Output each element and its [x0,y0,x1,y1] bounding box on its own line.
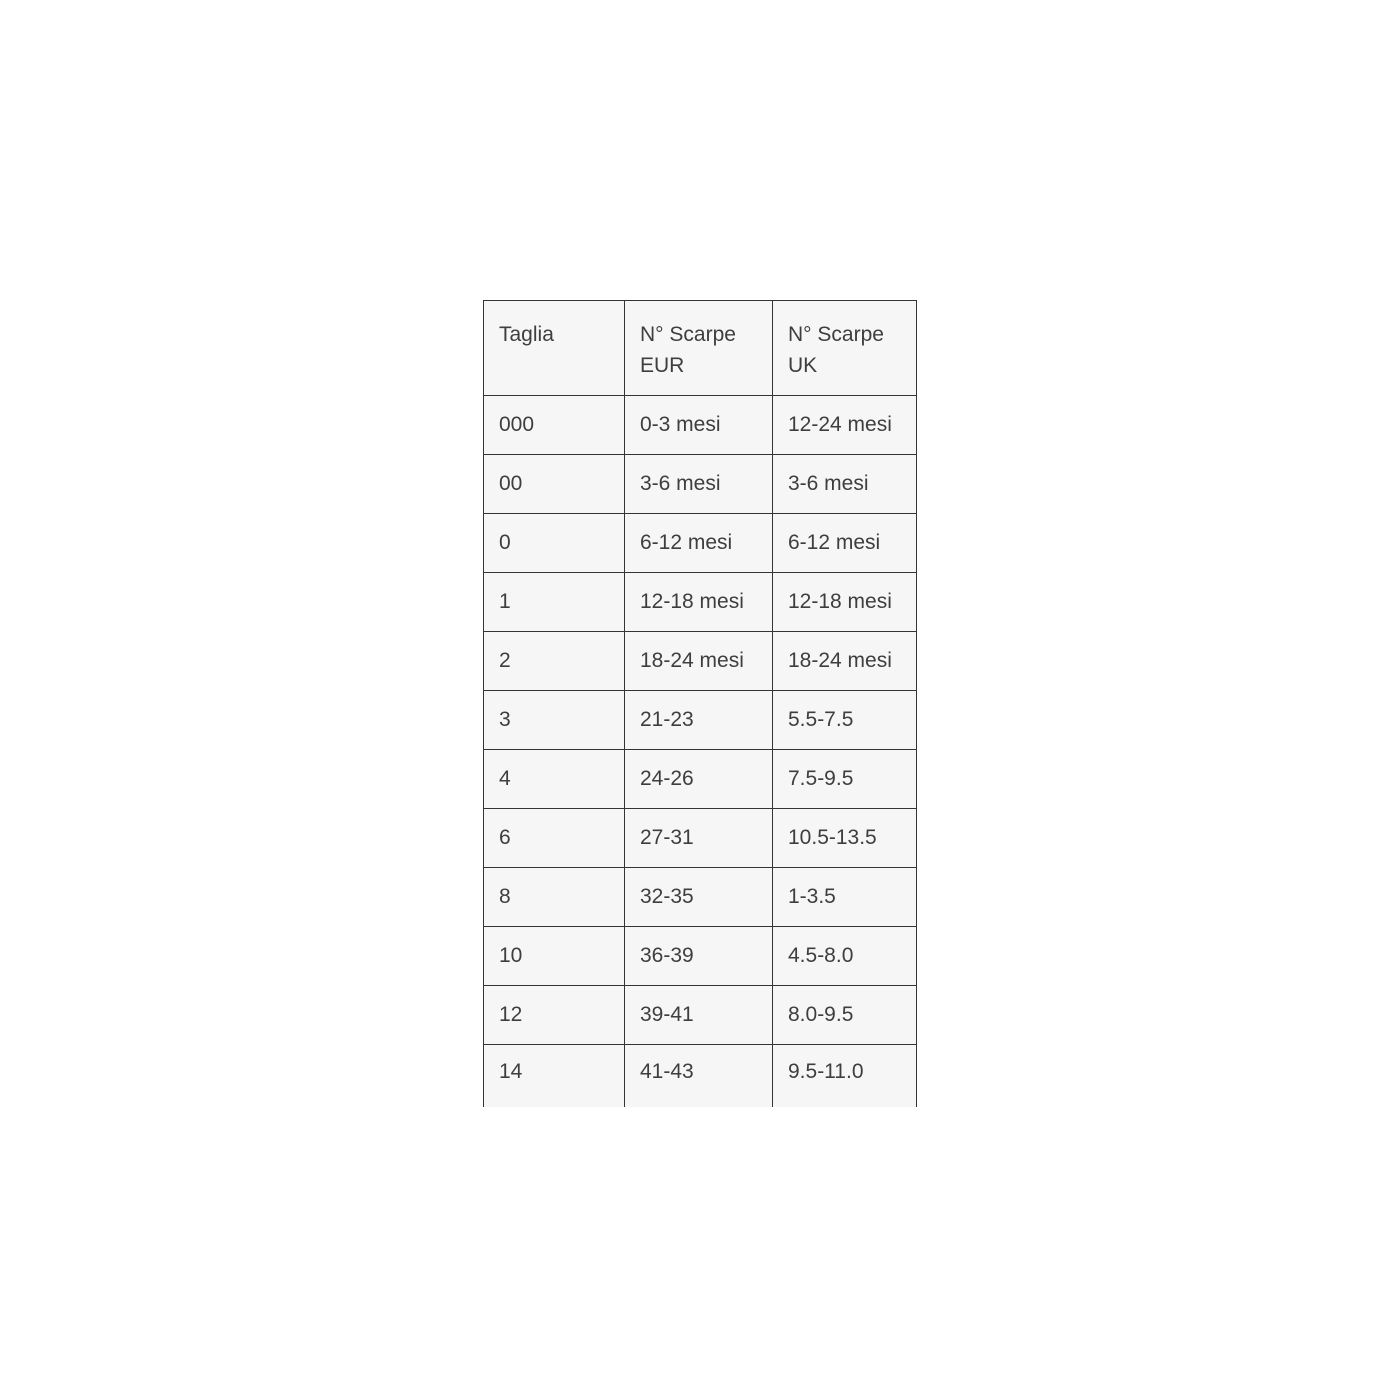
table-row [484,868,917,927]
table-cell: 4 [484,750,625,809]
table-cell: 18-24 mesi [625,632,773,691]
table-cell: 7.5-9.5 [773,750,917,809]
table-row [484,986,917,1045]
table-cell: 27-31 [625,809,773,868]
table-cell: 6-12 mesi [773,514,917,573]
table-cell: 10 [484,927,625,986]
header-row [484,301,917,396]
table-row [484,1045,917,1107]
table-cell: 8 [484,868,625,927]
table-cell: 0 [484,514,625,573]
table-cell: 32-35 [625,868,773,927]
table-cell: 0-3 mesi [625,396,773,455]
table-row [484,455,917,514]
table-row [484,809,917,868]
table-cell: 1 [484,573,625,632]
table-row [484,396,917,455]
table-cell: 12-18 mesi [773,573,917,632]
table-cell: 21-23 [625,691,773,750]
table-cell: 10.5-13.5 [773,809,917,868]
table-cell: 6 [484,809,625,868]
table-cell: 1-3.5 [773,868,917,927]
table-cell: 6-12 mesi [625,514,773,573]
table-cell: 24-26 [625,750,773,809]
table-row [484,927,917,986]
column-header-scarpe-uk: N° Scarpe UK [773,301,917,396]
table-cell: 00 [484,455,625,514]
table-cell: 39-41 [625,986,773,1045]
size-chart-container [483,300,917,1107]
table-cell: 3 [484,691,625,750]
table-row [484,573,917,632]
size-chart-table [483,300,917,1107]
table-cell: 9.5-11.0 [773,1045,917,1107]
table-cell: 4.5-8.0 [773,927,917,986]
table-cell: 12-18 mesi [625,573,773,632]
table-cell: 3-6 mesi [625,455,773,514]
table-cell: 2 [484,632,625,691]
column-header-taglia: Taglia [484,301,625,396]
table-cell: 000 [484,396,625,455]
table-cell: 41-43 [625,1045,773,1107]
table-cell: 12-24 mesi [773,396,917,455]
table-row [484,750,917,809]
table-cell: 18-24 mesi [773,632,917,691]
column-header-scarpe-eur: N° Scarpe EUR [625,301,773,396]
table-cell: 5.5-7.5 [773,691,917,750]
table-cell: 36-39 [625,927,773,986]
table-cell: 8.0-9.5 [773,986,917,1045]
table-row [484,691,917,750]
table-cell: 12 [484,986,625,1045]
table-row [484,632,917,691]
table-cell: 14 [484,1045,625,1107]
table-cell: 3-6 mesi [773,455,917,514]
table-row [484,514,917,573]
